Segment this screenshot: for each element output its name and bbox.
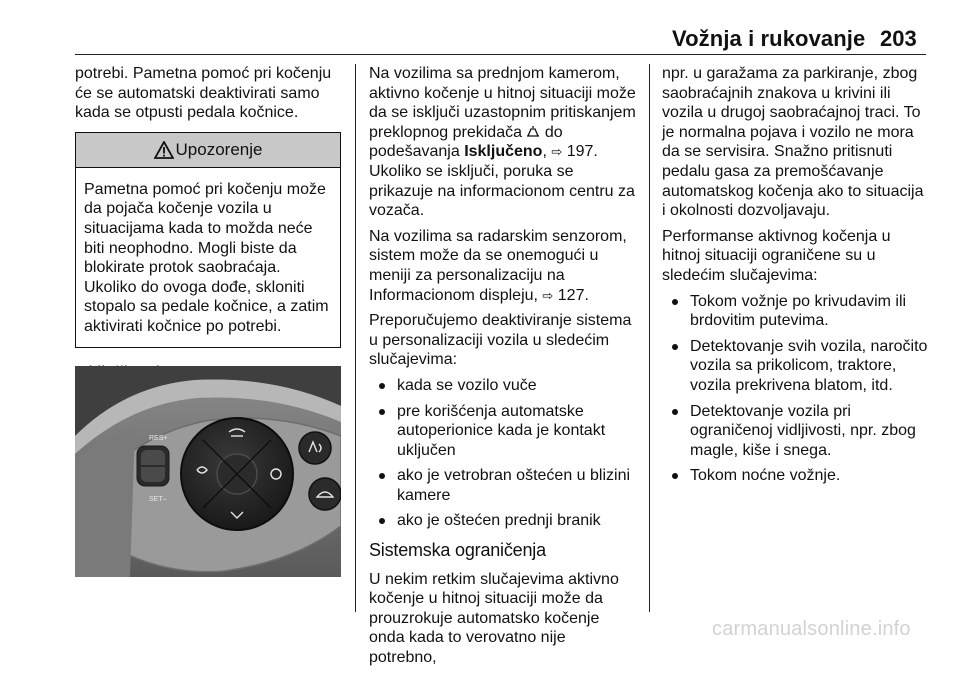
column-1 bbox=[75, 64, 341, 397]
page-header-title: Vožnja i rukovanje bbox=[672, 26, 866, 51]
limitations-list bbox=[662, 292, 928, 486]
list-item: kada se vozilo vuče bbox=[369, 376, 637, 396]
column-divider bbox=[649, 64, 650, 612]
steering-wheel-controls-illustration bbox=[75, 366, 341, 577]
warning-title: Upozorenje bbox=[175, 139, 263, 159]
page-reference-arrow: ⇨ bbox=[542, 287, 554, 303]
page-reference: 197. bbox=[566, 143, 598, 161]
list-item: Detektovanje vozila pri ograničenoj vidljivosti, npr. zbog magle, kiše i snega. bbox=[662, 402, 928, 461]
limitations-paragraph: U nekim retkim slučajevima aktivno kočenje u hitnoj situaciji može da prouzrokuje automatsko kočenje onda kada to verovatno nije potrebno, bbox=[369, 570, 619, 667]
camera-paragraph: Na vozilima sa prednjom kamerom, aktivno kočenje u hitnoj situaciji može da se isključi uzastopnim pritiskanjem preklopnog prekidača do podešavanja Isključeno, ⇨ 197. Ukoliko se isključi, poruka se prikazuje na informacionom centru za vozača. bbox=[369, 65, 636, 220]
warning-text: Pametna pomoć pri kočenju može da pojača kočenje vozila u situacijama kada to možda neće biti neophodno. Mogli biste da blokirate protok saobraćaja. Ukoliko do ovoga dođe, skloniti stopalo sa pedale kočnice, a zatim aktivirati kočnice po potrebi. bbox=[84, 180, 329, 335]
recommendation-paragraph: Preporučujemo deaktiviranje sistema u personalizaciji vozila u sledećim slučajevima: bbox=[369, 312, 632, 369]
column-divider bbox=[355, 64, 356, 612]
header-divider bbox=[75, 54, 926, 55]
radar-paragraph: Na vozilima sa radarskim senzorom, sistem može da se onemogući u meniji za personalizaciju na Informacionom displeju, ⇨ 127. bbox=[369, 227, 627, 304]
list-item: Tokom vožnje po krivudavim ili brdovitim putevima. bbox=[662, 292, 928, 331]
vehicle-ahead-icon bbox=[526, 125, 540, 139]
performance-paragraph: Performanse aktivnog kočenja u hitnoj situaciji ograničene su u sledećim slučajevima: bbox=[662, 227, 891, 284]
page-reference-arrow: ⇨ bbox=[551, 144, 563, 160]
page-reference: 127. bbox=[557, 286, 589, 304]
continuation-paragraph: npr. u garažama za parkiranje, zbog saobraćajnih znakova u krivini ili vozila u drugoj saobraćajnoj traci. To je normalna pojava i vozilo ne mora da se servisira. Snažno pritisnuti pedalu gasa za premošćavanje automatskog kočenja ako to situacija i okolnosti dozvoljavaju. bbox=[662, 65, 924, 220]
section-heading-ogranicenja: Sistemska ograničenja bbox=[369, 540, 546, 561]
warning-header bbox=[76, 133, 340, 168]
svg-text:SET–: SET– bbox=[149, 496, 167, 503]
column-2 bbox=[369, 64, 637, 674]
list-item: Detektovanje svih vozila, naročito vozila sa prikolicom, traktore, vozila prekrivena blatom, itd. bbox=[662, 337, 928, 396]
warning-box bbox=[75, 132, 341, 348]
list-item: ako je vetrobran oštećen u blizini kamere bbox=[369, 466, 637, 505]
list-item: ako je oštećen prednji branik bbox=[369, 511, 637, 531]
watermark: carmanualsonline.info bbox=[712, 618, 911, 640]
deactivation-list bbox=[369, 376, 637, 531]
list-item: Tokom noćne vožnje. bbox=[662, 466, 928, 486]
intro-paragraph: potrebi. Pametna pomoć pri kočenju će se automatski deaktivirati samo kada se otpusti pedala kočnice. bbox=[75, 65, 332, 122]
svg-text:RES+: RES+ bbox=[149, 435, 168, 442]
page-number: 203 bbox=[880, 26, 917, 51]
warning-triangle-icon bbox=[154, 141, 174, 159]
column-3 bbox=[662, 64, 928, 492]
list-item: pre korišćenja automatske autoperionice kada je kontakt uključen bbox=[369, 402, 637, 461]
